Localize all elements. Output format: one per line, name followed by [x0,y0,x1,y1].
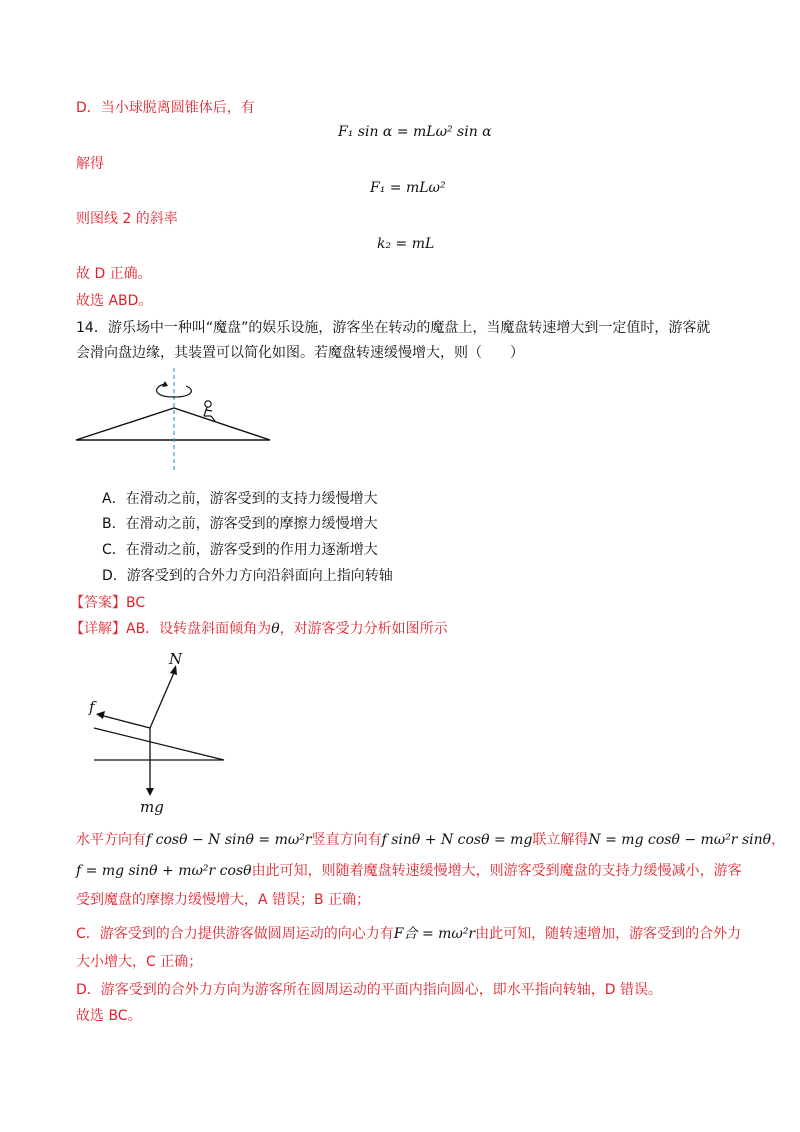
question-line-1: 14．游乐场中一种叫“魔盘”的娱乐设施，游客坐在转动的魔盘上，当魔盘转速增大到一定值时，游客就 [76,320,711,336]
explanation-line-3: 受到魔盘的摩擦力缓慢增大，A 错误；B 正确； [76,892,371,908]
explanation-line-2: f = mg sinθ + mω²r cosθ由此可知，则随着魔盘转速缓慢增大，则游客受到魔盘的支持力缓慢减小，游客 [76,863,742,879]
slope-line: 则图线 2 的斜率 [76,211,178,227]
prev-answer-choice: 故选 ABD。 [76,293,153,309]
explanation-line-4: C．游客受到的合力提供游客做圆周运动的向心力有F合 = mω²r由此可知，随转速增加，游客受到的合外力 [76,926,742,942]
normal-force-arrow [150,668,176,728]
explanation-line-6: D．游客受到的合外力方向为游客所在圆周运动的平面内指向圆心，即水平指向转轴，D 错误。 [76,982,663,998]
option-a: A．在滑动之前，游客受到的支持力缓慢增大 [102,491,378,507]
friction-solution: f = mg sinθ + mω²r cosθ [76,863,252,879]
final-answer: 故选 BC。 [76,1008,142,1024]
equation-3: k₂ = mL [377,236,435,252]
equation-2: F₁ = mLω² [370,180,446,196]
option-c: C．在滑动之前，游客受到的作用力逐渐增大 [102,542,378,558]
disc-cross-section [76,408,270,440]
explanation-line-1: 水平方向有f cosθ − N sinθ = mω²r竖直方向有f sinθ + N cosθ = mg联立解得N = mg cosθ − mω²r sinθ， [76,832,786,848]
friction-force-arrow [100,715,150,728]
magic-disc-figure [70,366,280,474]
normal-force-solution: N = mg cosθ − mω²r sinθ [588,832,772,848]
label-N: N [169,650,183,668]
question-line-2: 会滑向盘边缘，其装置可以简化如图。若魔盘转速缓慢增大，则（ ） [76,345,524,361]
option-d: D．游客受到的合外力方向沿斜面向上指向转轴 [102,568,393,584]
horizontal-equation: f cosθ − N sinθ = mω²r [146,832,312,848]
detail-line: 【详解】AB．设转盘斜面倾角为θ，对游客受力分析如图所示 [70,621,448,637]
force-diagram [86,648,236,818]
centripetal-equation: F合 = mω²r [393,926,476,942]
label-f: f [89,698,95,716]
d-correct: 故 D 正确。 [76,266,152,282]
option-b: B．在滑动之前，游客受到的摩擦力缓慢增大 [102,516,378,532]
equation-1: F₁ sin α = mLω² sin α [338,124,492,140]
solve-label: 解得 [76,156,104,172]
explanation-line-5: 大小增大，C 正确； [76,954,203,970]
incline-line [94,728,224,760]
answer-line [70,593,145,613]
answer-value: BC [126,595,146,611]
option-d-analysis: D．当小球脱离圆锥体后，有 [76,100,255,116]
vertical-equation: f sinθ + N cosθ = mg [381,832,533,848]
theta-symbol: θ [271,621,280,637]
detail-label: 【详解】 [70,621,126,637]
label-mg: mg [140,798,164,816]
answer-label: 【答案】 [70,595,126,611]
